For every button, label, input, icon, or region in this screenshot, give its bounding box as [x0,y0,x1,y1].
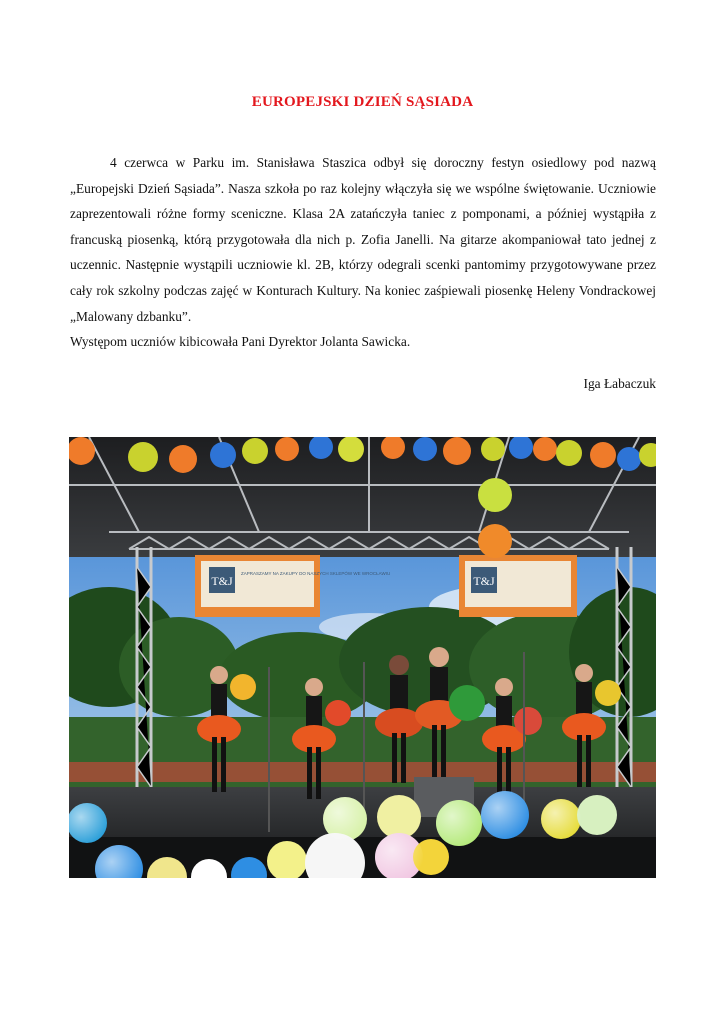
banner-text [241,570,390,576]
svg-text:T&J: T&J [473,574,495,588]
article-body [70,150,656,355]
banner-text-line: ZAPRASZAMY NA ZAKUPY DO NASZYCH SKLEPÓW WE WROCŁAWIU [241,571,391,576]
article-paragraph: Występom uczniów kibicowała Pani Dyrektor Jolanta Sawicka. [70,334,411,350]
article-author: Iga Łabaczuk [583,376,656,391]
svg-text:T&J: T&J [211,574,233,588]
article-paragraph: 4 czerwca w Parku im. Stanisława Staszica odbył się doroczny festyn osiedlowy pod nazwą „Europejski Dzień Sąsiada”. Nasza szkoła po raz kolejny włączyła się we wspólne świętowanie. Uczniowie zaprezentowali różne formy sceniczne. Klasa 2A zatańczyła taniec z pomponami, a później wystąpiła z francuską piosenką, którą przygotowała dla nich p. Zofia Janelli. Na gitarze akompaniował tato jednej z uczennic. Następnie wystąpili uczniowie kl. 2B, którzy odegrali scenki pantomimy przygotowywane przez cały rok szkolny podczas zajęć w Konturach Kultury. Na koniec zaśpiewali piosenkę Heleny Vondrackowej „Malowany dzbanku”. [70,155,656,324]
article-title: EUROPEJSKI DZIEŃ SĄSIADA [251,94,474,110]
event-photo [69,437,656,878]
